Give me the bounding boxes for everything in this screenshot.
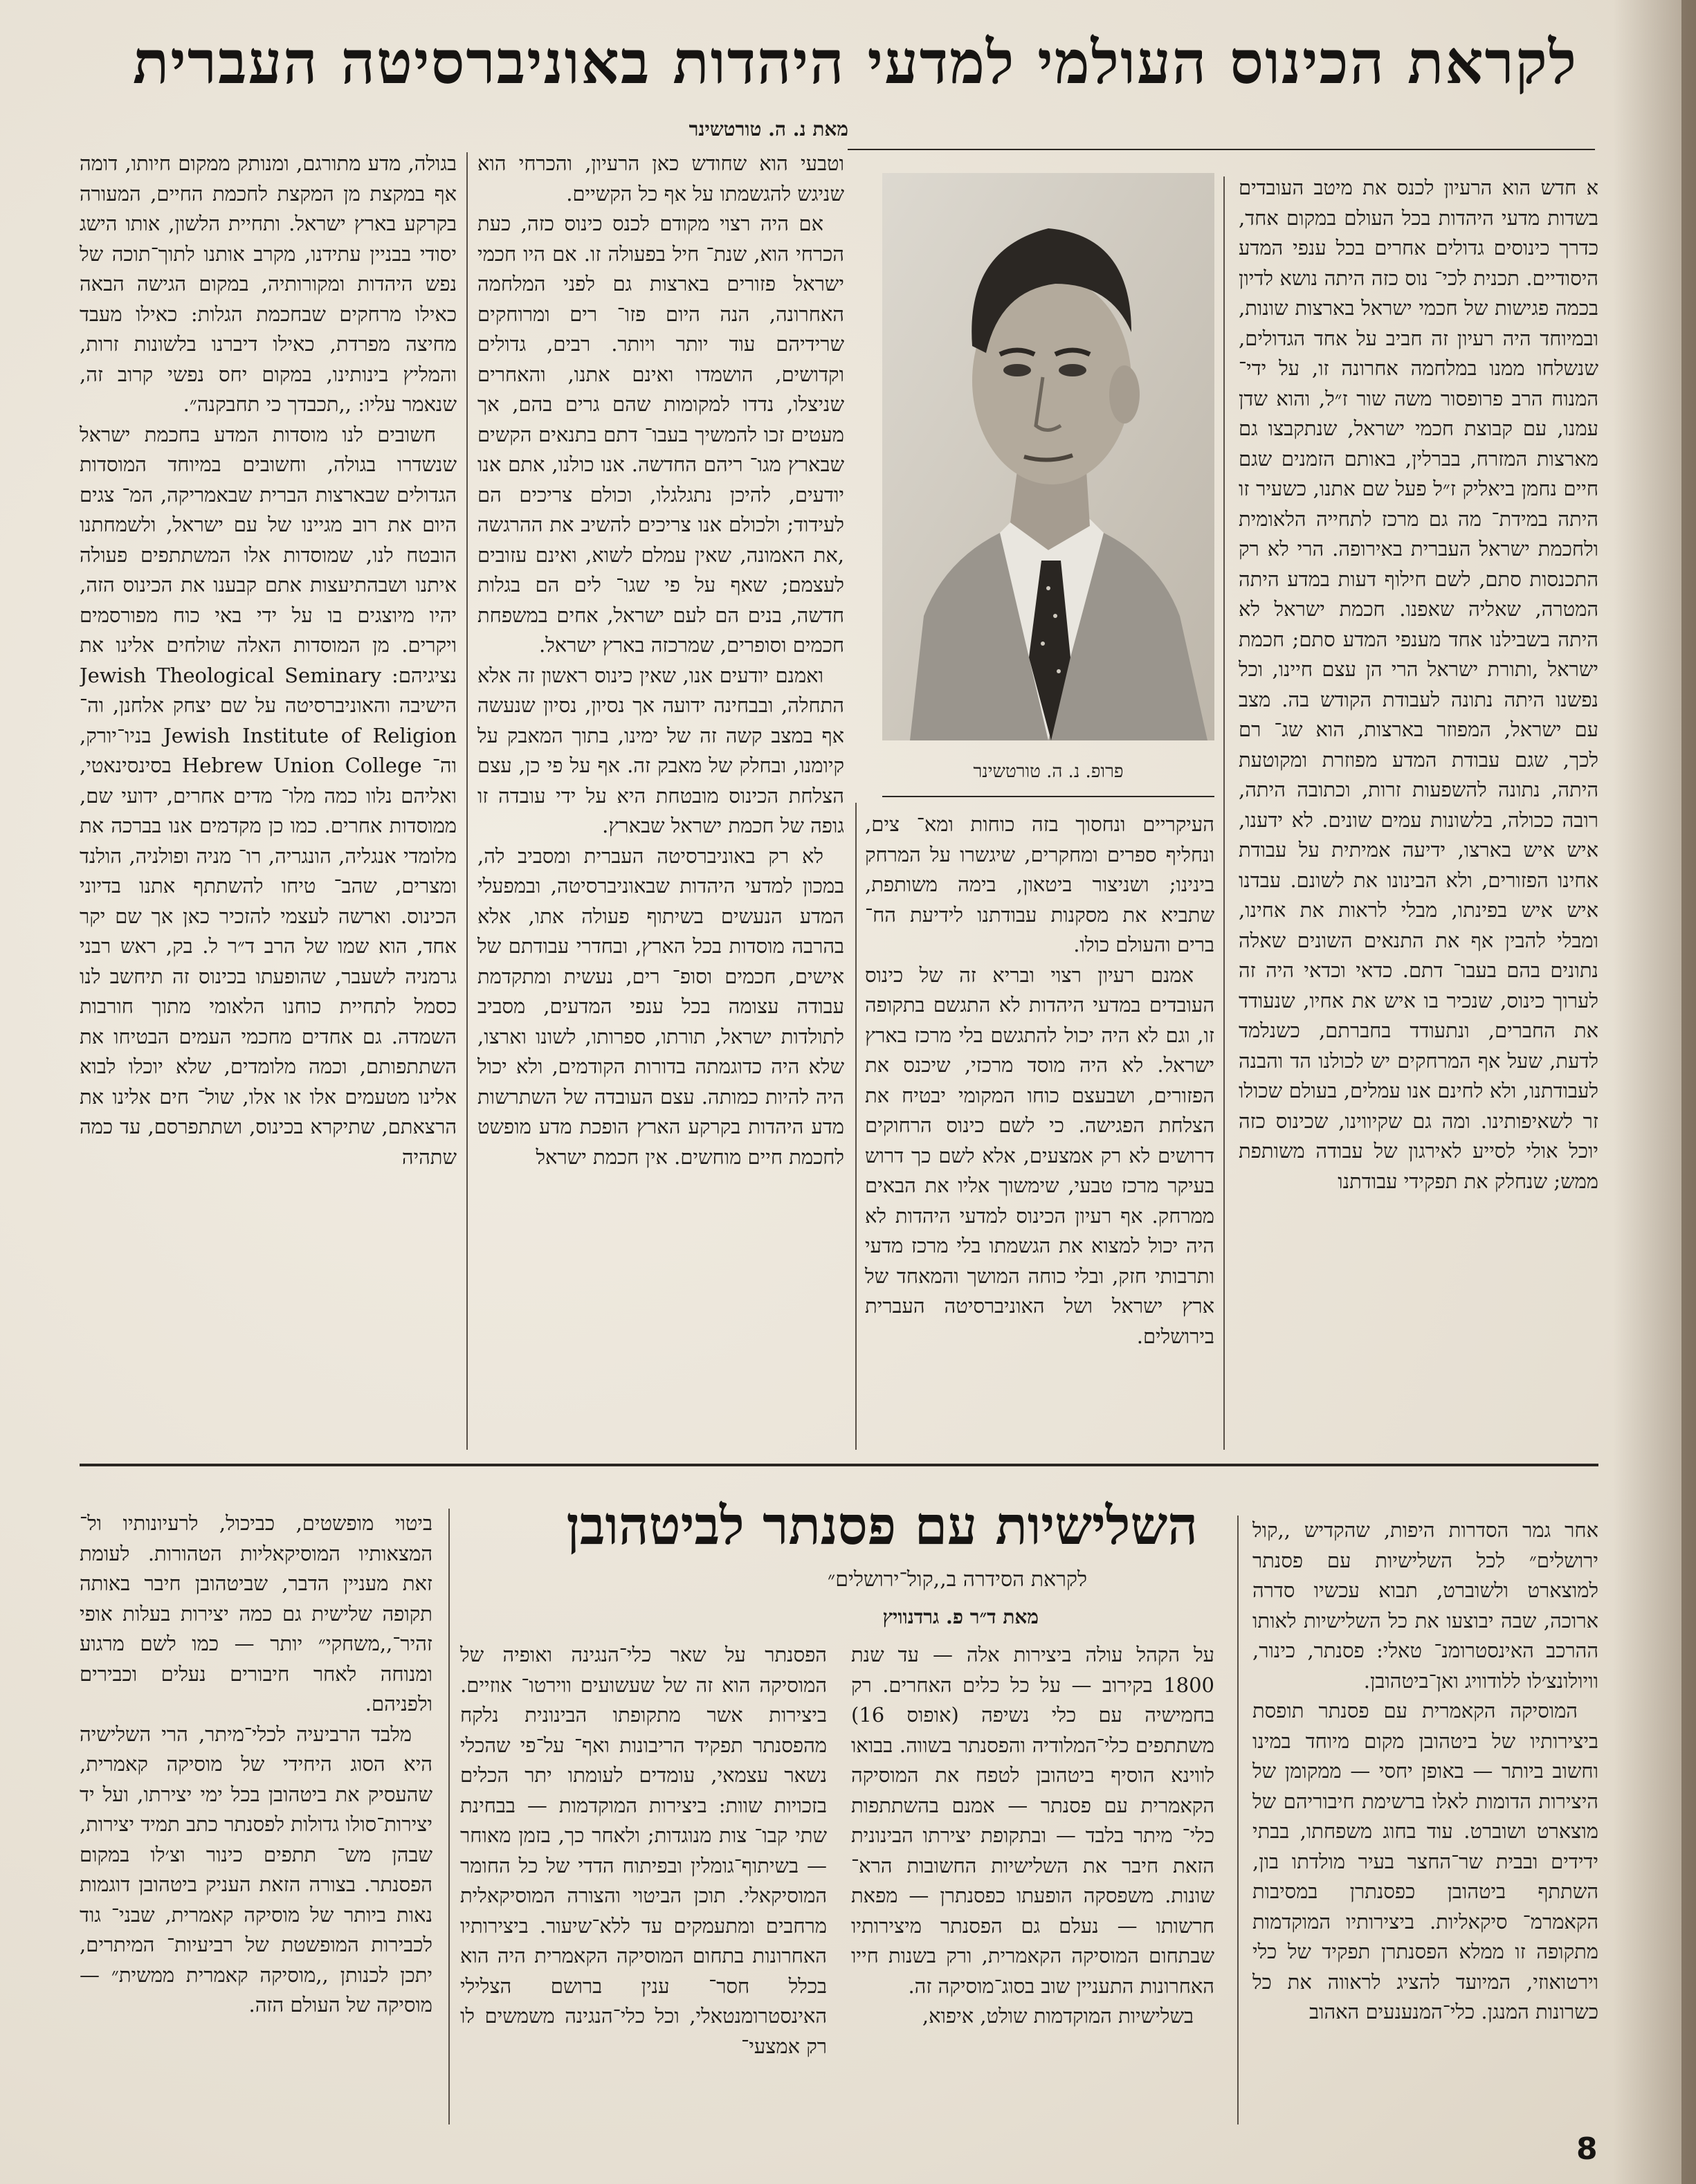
article1-column-2 — [865, 810, 1214, 1453]
page-number: 8 — [1576, 2131, 1598, 2167]
article2-column-2 — [851, 1640, 1214, 2124]
photo-caption: פרופ. נ. ה. טורטשינר — [973, 761, 1124, 782]
article2-col4-para-1: ביטוי מופשטים, כביכול, לרעיונותיו ול־ המצאותיו המוסיקאליות הטהורות. לעומת זאת מעניין הדבר, שביטהובן חיבר באותה תקופה שלישית גם כמה יצירות בעלות אופי זהיר־,,משחקי״ יותר — כמו לשם מרגוע ומנוחה לאחר חיבורים נעלים וכבירים ולפניהם. — [80, 1511, 432, 1716]
column-divider — [1237, 1516, 1239, 2124]
article2-col3-para-1: הפסנתר על שאר כלי־הנגינה ואופיה של המוסיקה הוא זה של שעשועים ווירטו־ אוזיים. ביצירות אשר מתקופתו הבינונית נלקח מהפסנתר תפקיד הריבונות ואף־ על־פי שהכלי נשאר עצמאי, עומדים לעומתו יתר הכלים בזכויות שוות: ביצירות המוקדמות — בבחינת שתי קבו־ צות מנוגדות; ולאחר כך, בזמן מאוחר — בשיתוף־גומלין ובפיתוח הדדי של כל החומר המוסיקאלי. תוכן הביטוי והצורה המוסיקאלית מרחבים ומתעמקים עד ללא־שיעור. ביצירותיו האחרונות בתחום המוסיקה הקאמרית היה הוא בכלל חסר־ ענין ברושם הצלילי האינסטרומנטאלי, וכל כלי־הנגינה משמשים לו רק אמצעי־ — [460, 1643, 827, 2058]
column-divider — [855, 803, 857, 1450]
article2-col2-para-2: בשלישיות המוקדמות שולט, איפוא, — [922, 2004, 1194, 2028]
article2-byline: מאת ד״ר פ. גרדנוויץ — [882, 1605, 1039, 1628]
article1-col3-para-2: אם היה רצוי מקודם לכנס כינוס כזה, כעת הכרחי הוא, שנת־ חיל בפעולה זו. אם היו חכמי ישראל פזורים בארצות גם לפני המלחמה האחרונה, הנה היום פזו־ רים ומרוחקים שרידיהם עוד יותר ויותר. רבים, גדולים וקדושים, הושמדו ואינם אתנו, והאחרים שניצלו, נדדו למקומות שהם גרים בהם, אך מעטים זכו להמשיך בעבו־ דתם בתנאים הקשים שבארץ מגו־ ריהם החדשה. אנו כולנו, אתם אנו יודעים, להיכן נתגלגלו, וכולם צריכים הם לעידוד; ולכולם אנו צריכים להשיב את ההרגשה ,את האמונה, שאין עמלם לשוא, ואינם עזובים לעצמם; שאף על פי שגו־ לים הם בגלות חדשה, בנים הם לעם ישראל, אחים במשפחת חכמים וסופרים, שמרכזה בארץ ישראל. — [477, 212, 844, 657]
article1-column-3 — [477, 149, 844, 1453]
column-divider — [466, 152, 468, 1450]
article2-col1-para-2: המוסיקה הקאמרית עם פסנתר תופסת ביצירותיו של ביטהובן מקום מיוחד במינו וחשוב ביותר — באופן יחסי — ממקומן של היצירות הדומות לאלו ברשימת חיבוריהם של מוצארט ושוברט. עוד בחוג משפחתו, בבתי ידידים ובבית שר־החצר בעיר מולדתו בון, השתתף ביטהובן כפסנתרן במסיבות הקאמרמ־ סיקאליות. ביצירותיו המוקדמות מתקופה זו ממלא הפסנתרן תפקיד של כלי וירטואוזי, המיועד להציג לראווה את כל כשרונות המנגן. כלי־המנענעים האהוב — [1252, 1699, 1598, 2023]
article1-col2-para-1: העיקריים ונחסוך בזה כוחות ומא־ צים, ונחליף ספרים ומחקרים, שיגשרו על המרחק בינינו; ושניצור ביטאון, בימה משותפת, שתביא את מסקנות עבודתנו לידיעת הח־ ברים והעולם כולו. — [865, 812, 1214, 956]
byline-rule — [848, 149, 1595, 150]
article1-headline: לקראת הכינוס העולמי למדעי היהדות באוניברסיטה העברית — [132, 28, 1578, 98]
column-divider — [448, 1509, 450, 2124]
article1-col4-para-1: בגולה, מדע מתורגם, ומנותק ממקום חיותו, דומה אף במקצת מן המקצת לחכמת החיים, המעורה בקרקע בארץ ישראל. ותחיית הלשון, אותו הישג יסודי בבניין עתידנו, מקרב אותנו לתוך־תוכה של נפש היהדות ומקורותיה, במקום הגישה הבאה כאילו מרחקים שבחכמת הגלות: כאילו מעבד מחיצה מפרדת, כאילו דיברנו בלשונות זרות, והמליץ בינותינו, במקום יחס נפשי קרוב זה, שנאמר עליו: ,,תכבדך כי תחבקנה״. — [80, 152, 457, 416]
portrait-image — [882, 173, 1214, 740]
article-separator — [80, 1464, 1598, 1466]
binding-shadow — [1613, 0, 1696, 2184]
article1-col3-para-4: לא רק באוניברסיטה העברית ומסביב לה, במכון למדעי היהדות שבאוניברסיטה, ובמפעלי המדע הנעשים בשיתוף פעולה אתו, אלא בהרבה מוסדות בכל הארץ, ובחדרי עבודתם של אישים, חכמים וסופ־ רים, נעשית ומתקדמת עבודה עצומה בכל ענפי המדעים, מסביב לתולדות ישראל, תורתו, ספרותו, לשונו וארצו, שלא היה כדוגמתה בדורות הקודמים, ולא יכול היה להיות כמותה. עצם העובדה של השתרשות מדע היהדות בקרקע הארץ הופכת מדע מופשט לחכמת חיים מוחשים. אין חכמת ישראל — [477, 844, 844, 1169]
article2-column-1 — [1252, 1516, 1598, 2124]
article2-col4-para-2: מלבד הרביעיה לכלי־מיתר, הרי השלישיה היא הסוג היחידי של מוסיקה קאמרית, שהעסיק את ביטהובן בכל ימי יצירתו, ועל יד יצירות־סולו גדולות לפסנתר כתב תמיד יצירות, שבהן מש־ תתפים כינור וצ׳לו במקום הפסנתר. בצורה הזאת העניק ביטהובן דוגמות נאות ביותר של מוסיקה קאמרית, שבני־ גוד לכבירות המופשטת של רביעיות־ המיתרים, יתכן לכנותן ,,מוסיקה קאמרית ממשית״ — מוסיקה של העולם הזה. — [80, 1722, 432, 2017]
article2-column-3 — [460, 1640, 827, 2124]
caption-rule — [882, 796, 1214, 797]
article1-col2-para-2: אמנם רעיון רצוי ובריא זה של כינוס העובדים במדעי היהדות לא התגשם בתקופה זו, וגם לא היה יכול להתגשם בלי מרכז בארץ ישראל. לא היה מוסד מרכזי, שיכנס את הפזורים, ושבעצם כוחו המקומי יבטיח את הצלחת הפגישה. כי לשם כינוס הרחוקים דרושים לא רק אמצעים, אלא לשם כך דרוש בעיקר מרכז טבעי, שימשוך אליו את הבאים ממרחק. אף רעיון הכינוס למדעי היהדות לא היה יכול למצוא את הגשמתו בלי מרכז מדעי ותרבותי חזק, ובלי כוחה המושך והמאחד של ארץ ישראל ושל האוניברסיטה העברית בירושלים. — [865, 963, 1214, 1348]
article2-subhead: לקראת הסידרה ב,,קול־ירושלים״ — [827, 1567, 1087, 1592]
article1-byline: מאת נ. ה. טורטשינר — [689, 118, 848, 140]
article2-headline: השלישיות עם פסנתר לביטהובן — [566, 1495, 1198, 1556]
column-divider — [1223, 176, 1225, 1450]
article1-col3-para-1: וטבעי הוא שחודש כאן הרעיון, והכרחי הוא שניגש להגשמתו על אף כל הקשיים. — [477, 152, 844, 206]
article2-column-4 — [80, 1509, 432, 2124]
article1-column-4 — [80, 149, 457, 1453]
portrait-photo — [882, 173, 1214, 740]
article1-col1-para-1: א חדש הוא הרעיון לכנס את מיטב העובדים בשדות מדעי היהדות בכל העולם במקום אחד, כדרך כינוסים גדולים אחרים בכל ענפי המדע היסודיים. תכנית לכי־ נוס כזה היתה נושא לדיון בכמה פגישות של חכמי ישראל בארצות שונות, ובמיוחד היה רעיון זה חביב על אחד הגדולים, שנשלחו ממנו במלחמה אחרונה זו, על ידי־ המנוח הרב פרופסור משה שור ז״ל, והוא שדן עמנו, עם קבוצת חכמי ישראל, שנתקבצו גם מארצות המזרח, בברלין, באותם הזמנים שגם חיים נחמן ביאליק ז״ל פעל שם אתנו, כשעיר זו היתה במידת־ מה גם מרכז לתחייה הלאומית ולחכמת ישראל העברית באירופה. הרי לא רק התכנסות סתם, לשם חילוף דעות במדע היתה המטרה, שאליה שאפנו. חכמת ישראל לא היתה בשבילנו אחד מענפי המדע סתם; חכמת ישראל ,ותורת ישראל הרי הן עצם חיינו, וכל נפשנו היתה נתונה לעבודת הקודש בה. מצב עם ישראל, המפוזר בארצות, הוא שג־ רם לכך, שגם עבודת המדע מפוזרת ומקוטעת היתה, נתונה להשפעות זרות, וכתובה היתה, רובה ככולה, בלשונות עמים שונים. לא ידענו, איש איש בארצו, ידיעה אמיתית על עבודת אחינו הפזורים, ולא הבינונו את לשונם. עבדנו איש איש בפינתו, מבלי לראות את אחינו, ומבלי להבין אף את התנאים השונים שאלה נתונים בהם בעבו־ דתם. כדאי וכדאי היה זה לערוך כינוס, שנכיר בו איש את אחיו, שנעודד את החברים, ונתעודד בחברתם, כשנלמד לדעת, שעל אף המרחקים יש לכולנו הד והבנה לעבודתנו, ולא לחינם אנו עמלים, בעולם שכולו זר לשאיפותינו. ומה גם שקיווינו, שכינוס כזה יוכל אולי לסייע לאירגון של עבודה משותפת ממש; שנחלק את תפקידי עבודתנו — [1239, 176, 1598, 1193]
article1-col4-para-2: חשובים לנו מוסדות המדע בחכמת ישראל שנשדרו בגולה, וחשובים במיוחד המוסדות הגדולים שבארצות הברית שבאמריקה, המ־ צגים היום את רוב מגיינו של עם ישראל, ולשמחתנו הובטח לנו, שמוסדות אלו המשתתפים פעולה איתנו ושבהתיעצות אתם קבענו את הכינוס הזה, יהיו מיוצגים בו על ידי באי כוח מפורסמים ויקרים. מן המוסדות האלה שולחים אלינו את נציגיהם: Jewish Theological Seminary הישיבה והאוניברסיטה על שם יצחק אלחנן, וה־ Jewish Institute of Religion בניו־יורק, וה־ Hebrew Union College בסינסינאטי, ואליהם נלוו כמה מלו־ מדים אחרים, ידועי שם, ממוסדות אחרים. כמו כן מקדמים אנו בברכה את מלומדי אנגליה, הונגריה, רו־ מניה ופולניה, הולנד ומצרים, שהב־ טיחו להשתתף אתנו בדיוני הכינוס. וארשה לעצמי להזכיר כאן אך שם יקר אחד, הוא שמו של הרב ד״ר ל. בק, ראש רבני גרמניה לשעבר, שהופעתו בכינוס זה תיחשב לנו כסמל לתחיית כוחנו הלאומי מתוך חורבות השמדה. גם אחדים מחכמי העמים הבטיחו את השתתפותם, וכמה מלומדים, שלא יוכלו לבוא אלינו מטעמים אלו או אלו, שול־ חים אלינו את הרצאתם, שתיקרא בכינוס, ושתתפרסם, עד כמה שתהיה — [80, 422, 457, 1169]
article2-col2-para-1: על הקהל עולה ביצירות אלה — עד שנת 1800 בקירוב — על כל כלים האחרים. רק בחמישיה עם כלי נשיפה (אופוס 16) משתתפים כלי־המלודיה והפסנתר בשווה. בבואו לווינא הוסיף ביטהובן לטפח את המוסיקה הקאמרית עם פסנתר — אמנם בהשתתפות כלי־ מיתר בלבד — ובתקופת יצירתו הבינונית הזאת חיבר את השלישיות החשובות הרא־ שונות. משפסקה הופעתו כפסנתרן — מפאת חרשותו — נעלם גם הפסנתר מיצירותיו שבתחום המוסיקה הקאמרית, ורק בשנות חייו האחרונות התעניין שוב בסוג־מוסיקה זה. — [851, 1643, 1214, 1998]
article1-column-1 — [1239, 173, 1598, 1453]
article2-col1-para-1: אחר גמר הסדרות היפות, שהקדיש ,,קול ירושלים״ לכל השלישיות עם פסנתר למוצארט ולשוברט, תבוא עכשיו סדרה ארוכה, שבה יבוצעו את כל השלישיות לאותו ההרכב האינסטרומנ־ טאלי: פסנתר, כינור, וויולונצ׳לו ללודוויג ואן־ביטהובן. — [1252, 1518, 1598, 1693]
article1-col3-para-3: ואמנם יודעים אנו, שאין כינוס ראשון זה אלא התחלה, ובבחינה ידועה אך נסיון, נסיון שנעשה אף במצב קשה זה של ימינו, בתוך המאבק על קיומנו, ובחלק של מאבק זה. אף על פי כן, עצם הצלחת הכינוס מובטחת היא על ידי עובדה זו גופה של חכמת ישראל שבארץ. — [477, 663, 844, 837]
